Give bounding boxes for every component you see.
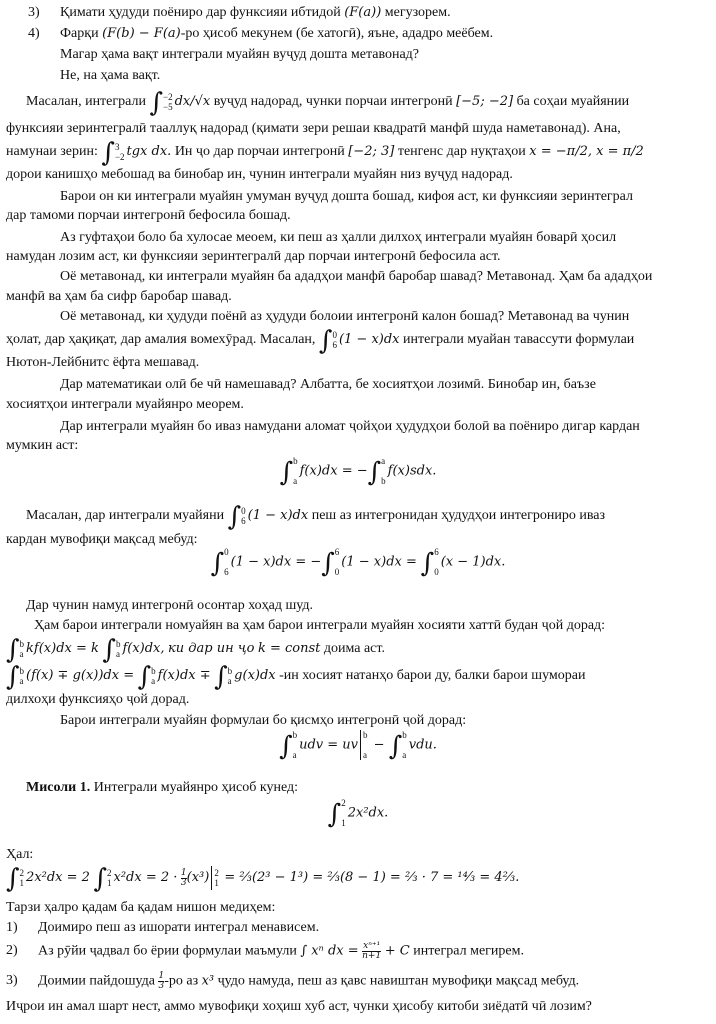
upper-limit: −2 xyxy=(163,92,173,102)
lower-limit: b xyxy=(381,476,386,486)
math: k = const xyxy=(257,641,321,657)
paragraph-line: кардан мувофиқи мақсад мебуд: xyxy=(6,532,198,547)
text: мегузорем. xyxy=(384,5,451,20)
integral-limits xyxy=(341,798,346,828)
upper-limit: 2 xyxy=(341,798,346,808)
lower-limit: 1 xyxy=(341,818,346,828)
integral-sign: ∫ xyxy=(327,799,342,830)
upper-limit: 0 xyxy=(224,547,229,557)
denominator: n+1 xyxy=(362,951,382,961)
upper-limit: 6 xyxy=(434,547,439,557)
integral-sign: ∫ xyxy=(137,662,152,693)
equation-example-1 xyxy=(0,798,716,829)
paragraph-line: Барои он ки интеграли муайян умуман вуҷуд дошта бошад, кифоя аст, ки функсияи зеринтеграл xyxy=(60,189,633,204)
math: f(x)sdx. xyxy=(387,463,437,479)
integral-sign: ∫ xyxy=(279,457,294,488)
paragraph-line: дар тамоми порчаи интегронӣ бефосила бошад. xyxy=(6,208,291,223)
integral-sign: ∫ xyxy=(6,864,20,895)
lower-limit: a xyxy=(293,476,298,486)
integral-limits: b a xyxy=(402,730,407,760)
paragraph-line: Дар интеграли муайян бо иваз намудани аломат ҷойҳои ҳудудҳои болоӣ ва поёниро дигар кардан xyxy=(60,419,640,434)
text: интеграли муайан тавассути формулаи xyxy=(403,332,635,348)
text: -ро ҳисоб мекунем (бе хатогӣ), яъне, ададро меёбем. xyxy=(180,26,494,41)
math: (F(a)) xyxy=(344,5,382,20)
paragraph-line: Аз гуфтаҳои боло ба хулосае меоем, ки пеш аз ҳалли дилхоҳ интеграли муайян боварӣ ҳосил xyxy=(60,230,617,245)
math: 2x²dx = 2 xyxy=(26,870,90,886)
integral-limits xyxy=(381,456,386,486)
list-number: 2) xyxy=(6,943,18,958)
paragraph-line: дорои канишҳо мебошад ва бинобар ин, чунин интеграли муайян низ вуҷуд надорад. xyxy=(6,167,513,182)
math: [−2; 3] xyxy=(348,144,395,160)
paragraph-line: хосиятҳои интеграли муайянро меорем. xyxy=(6,397,244,412)
text: Қимати ҳудуди поёниро дар функсияи ибтидой xyxy=(60,5,341,20)
integral-limits xyxy=(224,547,229,577)
bar-limits: b a xyxy=(363,730,368,760)
list-number: 3) xyxy=(6,973,18,988)
integral-sign: ∫ xyxy=(227,502,242,533)
upper-limit: 0 xyxy=(332,330,337,340)
example-heading xyxy=(26,779,298,796)
paragraph-line xyxy=(26,88,630,119)
text: -ро аз xyxy=(164,973,199,989)
paragraph-line: Тарзи ҳалро қадам ба қадам нишон медиҳем: xyxy=(6,900,276,915)
paragraph-line: намудан лозим аст, ки функсияи зеринтегралӣ дар порчаи интегронӣ бефосила аст. xyxy=(6,249,501,264)
paragraph-line xyxy=(6,326,635,357)
numerator: xⁿ⁺¹ xyxy=(363,941,381,951)
equation-by-parts: ∫b audv = uvb a − ∫b avdu. xyxy=(279,730,437,762)
text: ҳолат, дар ҳақиқат, дар амалия вомехӯрад. Масалан, xyxy=(6,332,316,348)
paragraph-line xyxy=(6,138,644,169)
text: доима аст. xyxy=(323,641,385,657)
math: (1 − x)dx = xyxy=(341,554,417,570)
evaluation-bar xyxy=(211,866,212,890)
lower-limit: −5 xyxy=(163,102,173,112)
paragraph-line xyxy=(26,502,605,533)
paragraph-line: Нютон-Лейбнитс ёфта мешавад. xyxy=(6,355,200,370)
paragraph-line xyxy=(60,4,451,21)
integral-sign: ∫ xyxy=(6,635,20,666)
lower-limit: 6 xyxy=(332,340,337,350)
text: Доимии пайдошуда xyxy=(38,973,155,989)
upper-limit: 0 xyxy=(241,506,246,516)
integral-sign: ∫ xyxy=(102,635,116,666)
paragraph-line: Дар математикаи олӣ бе чӣ намешавад? Албатта, бе хосиятҳои лозимӣ. Бинобар ин, баъзе xyxy=(60,377,596,392)
lower-limit: 0 xyxy=(434,567,439,577)
integral-limits: b a xyxy=(227,666,233,686)
lower-limit: 0 xyxy=(334,567,340,577)
text: Масалан, интеграли xyxy=(26,94,146,110)
equation-example xyxy=(0,547,716,578)
math: + C xyxy=(384,943,410,959)
lower-limit: 6 xyxy=(224,567,229,577)
math: x³ xyxy=(201,973,215,989)
lower-limit: 6 xyxy=(241,516,246,526)
text: ки дар ин ҷо xyxy=(168,641,255,657)
integral-limits: 2 1 xyxy=(19,868,25,888)
bar-limits: 2 1 xyxy=(214,868,219,888)
paragraph-line: функсияи зеринтегралӣ тааллуқ надорад (қимати зери решаи квадратӣ манфӣ шуда наметавонад). Ана, xyxy=(6,121,621,136)
math: [−5; −2] xyxy=(456,94,514,110)
paragraph-line xyxy=(6,635,385,666)
integral-limits: b a xyxy=(19,639,25,659)
solution-line xyxy=(6,864,520,895)
lower-limit: −2 xyxy=(114,152,125,162)
paragraph-line: Оё метавонад, ки ҳудуди поёнӣ аз ҳудуди болоии интегронӣ калон бошад? Метавонад ва чунин xyxy=(60,309,630,324)
integral-limits xyxy=(335,547,340,577)
math: kf(x)dx = k xyxy=(26,641,99,657)
paragraph-line: Ҳам барои интеграли номуайян ва ҳам барои интеграли муайян хосияти хаттӣ будан ҷой дорад: xyxy=(34,618,606,633)
math: (F(b) − F(a) xyxy=(102,26,181,41)
integral-limits xyxy=(241,506,246,526)
text: ҷудо намуда, пеш аз қавс навиштан мувофиқи мақсад мебуд. xyxy=(217,973,580,989)
upper-limit: b xyxy=(293,456,298,466)
math: udv = uv xyxy=(299,737,359,753)
denominator: 3 xyxy=(158,981,165,991)
upper-limit: a xyxy=(381,456,386,466)
integral-sign: ∫ xyxy=(93,864,107,895)
math: (x − 1)dx. xyxy=(440,554,506,570)
list-number: 1) xyxy=(6,920,18,935)
solution-label: Ҳал: xyxy=(6,847,34,862)
math: f(x)dx, xyxy=(122,641,165,657)
paragraph-line: Дар чунин намуд интегронӣ осонтар хоҳад шуд. xyxy=(26,598,314,613)
text: тенгенс дар нуқтаҳои xyxy=(397,144,526,160)
numerator: 1 xyxy=(158,971,165,981)
math: x²dx = 2 · xyxy=(113,870,178,886)
math: tgx dx. xyxy=(126,144,172,160)
text: вуҷуд надорад, чунки порчаи интегронӣ xyxy=(213,94,453,110)
integral-limits: b a xyxy=(115,639,121,659)
paragraph-line: мумкин аст: xyxy=(6,438,79,453)
integral-sign: ∫ xyxy=(6,662,20,693)
text: ба соҳаи муайянии xyxy=(516,94,630,110)
text: Ин ҷо дар порчаи интегронӣ xyxy=(174,144,345,160)
text: -ин хосият натанҳо барои ду, балки барои шумораи xyxy=(279,668,586,684)
math: (f(x) ∓ g(x))dx = xyxy=(26,668,135,684)
fraction-one-third: $\frac{1}{3}$ xyxy=(180,867,187,888)
paragraph-line: Иҷрои ин амал шарт нест, аммо мувофиқи хоҳиш хуб аст, чунки ҳисобу китоби зиёдатӣ чӣ лозим? xyxy=(6,999,592,1014)
integral-limits xyxy=(332,330,337,350)
math: 2x²dx. xyxy=(347,805,389,821)
paragraph-line xyxy=(60,25,493,42)
paragraph-line: Не, на ҳама вақт. xyxy=(60,68,161,83)
math: g(x)dx xyxy=(234,668,276,684)
power-rule-fraction xyxy=(362,942,381,961)
integral-limits: b a xyxy=(19,666,25,686)
evaluation-bar xyxy=(360,730,361,760)
math: (1 − x)dx xyxy=(338,332,400,348)
paragraph-line: Барои интеграли муайян формулаи бо қисмҳо интегронӣ ҷой дорад: xyxy=(60,713,467,728)
math: (1 − x)dx xyxy=(247,508,309,524)
text: Фарқи xyxy=(60,26,99,41)
paragraph-line: Оё метавонад, ки интеграли муайян ба ададҳои манфӣ баробар шавад? Метавонад. Ҳам ба ададҳои xyxy=(60,269,653,284)
integral-sign: ∫ xyxy=(388,731,403,762)
list-item xyxy=(38,942,524,961)
equation-reversal xyxy=(0,456,716,487)
math: (x³) xyxy=(186,870,210,886)
integral-sign: ∫ xyxy=(101,138,115,169)
integral-sign: ∫ xyxy=(318,326,333,357)
integral-sign: ∫ xyxy=(149,88,163,119)
math: f(x)dx = − xyxy=(299,463,368,479)
text: пеш аз интегронидан ҳудудҳои интегрониро иваз xyxy=(311,508,605,524)
integral-sign: ∫ xyxy=(279,731,293,762)
math: dx/√x xyxy=(174,94,211,110)
list-item xyxy=(38,972,579,991)
paragraph-line xyxy=(6,662,586,693)
upper-limit: 3 xyxy=(114,142,120,152)
integral-limits: b a xyxy=(151,666,156,686)
paragraph-line: манфӣ ва ҳам ба сифр баробар шавад. xyxy=(6,289,232,304)
math: (1 − x)dx = − xyxy=(230,554,322,570)
upper-limit: 6 xyxy=(334,547,340,557)
math: ∫ xⁿ dx = xyxy=(300,943,359,959)
math: x = −π/2, x = π/2 xyxy=(529,144,644,160)
integral-limits xyxy=(293,456,298,486)
text: интеграл мегирем. xyxy=(413,943,524,959)
list-number: 3) xyxy=(28,5,40,20)
text: намунаи зерин: xyxy=(6,144,98,160)
integral-sign: ∫ xyxy=(420,548,435,579)
integral-limits: 2 1 xyxy=(107,868,112,888)
integral-sign: ∫ xyxy=(214,662,228,693)
integral-limits xyxy=(163,92,173,112)
list-number: 4) xyxy=(28,26,40,41)
paragraph-line: дилхоҳи функсияҳо ҷой дорад. xyxy=(6,692,190,707)
integral-limits xyxy=(115,142,125,162)
math: = ⅔(2³ − 1³) = ⅔(8 − 1) = ⅔ · 7 = ¹⁴⁄₃ = 4⅔. xyxy=(224,870,520,886)
integral-sign: ∫ xyxy=(321,548,335,579)
example-title: Мисоли 1. xyxy=(26,780,91,795)
math: f(x)dx ∓ xyxy=(157,668,211,684)
math: vdu. xyxy=(408,737,437,753)
paragraph-line: Магар ҳама вақт интеграли муайян вуҷуд дошта метавонад? xyxy=(60,47,420,62)
integral-sign: ∫ xyxy=(210,548,225,579)
integral-limits: b a xyxy=(292,730,298,760)
integral-limits xyxy=(434,547,439,577)
text: Масалан, дар интеграли муайяни xyxy=(26,508,225,524)
text: Интеграли муайянро ҳисоб кунед: xyxy=(93,780,299,795)
integral-sign: ∫ xyxy=(367,457,382,488)
text: Аз рӯйи ҷадвал бо ёрии формулаи маъмули xyxy=(38,943,297,959)
list-item: Доимиро пеш аз ишорати интеграл менависем. xyxy=(38,920,320,935)
